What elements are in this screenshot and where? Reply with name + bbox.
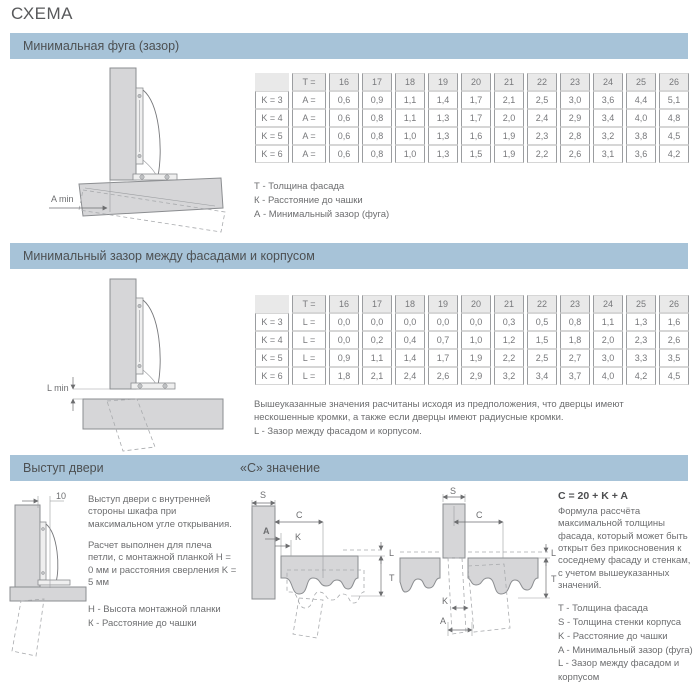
table-cell: 1,7 [461, 109, 491, 127]
table-cell: 2,0 [494, 109, 524, 127]
table-cell: 2,5 [527, 91, 557, 109]
table-cell: K = 6 [255, 145, 289, 163]
table-cell: K = 3 [255, 313, 289, 331]
table-cell: 4,2 [626, 367, 656, 385]
left-paragraph-2: Расчет выполнен для плеча петли, с монтажной планкой H = 0 мм и расстояния сверления K = 5 мм [88, 540, 237, 589]
table-cell: 3,2 [494, 367, 524, 385]
table-cell: 2,6 [560, 145, 590, 163]
table-cell: 1,6 [659, 313, 689, 331]
section3-right-legend [558, 602, 696, 685]
section3-right-text [558, 490, 696, 685]
table-cell: 1,4 [395, 349, 425, 367]
table-cell: 1,7 [428, 349, 458, 367]
section2-header-bar [10, 243, 688, 269]
table-cell: 3,7 [560, 367, 590, 385]
table-cell: 16 [329, 73, 359, 91]
table-cell: 1,1 [395, 91, 425, 109]
table-cell: 0,2 [362, 331, 392, 349]
section3-title-left: Выступ двери [23, 461, 104, 475]
section3-title-right: «С» значение [240, 461, 321, 475]
table-cell: 2,3 [626, 331, 656, 349]
table-cell: 20 [461, 73, 491, 91]
text-line: A - Минимальный зазор (фуга) [558, 644, 693, 656]
table-cell: 0,8 [560, 313, 590, 331]
table-cell: 16 [329, 295, 359, 313]
table-cell: 23 [560, 73, 590, 91]
table-cell: 22 [527, 295, 557, 313]
table-cell: 2,7 [560, 349, 590, 367]
table-row [255, 331, 689, 349]
table-cell: 4,0 [593, 367, 623, 385]
table-cell: 4,8 [659, 109, 689, 127]
table-cell: K = 3 [255, 91, 289, 109]
table-cell: 4,5 [659, 367, 689, 385]
table-cell: 19 [428, 295, 458, 313]
table-cell: 2,9 [461, 367, 491, 385]
table-cell: 3,8 [626, 127, 656, 145]
table-cell: 0,0 [461, 313, 491, 331]
a-min-label: A min [51, 194, 74, 204]
table-cell: 2,9 [560, 109, 590, 127]
table-cell: 1,3 [626, 313, 656, 331]
dim-c-label: C [296, 510, 303, 520]
table-cell: K = 4 [255, 331, 289, 349]
table-cell: 0,0 [362, 313, 392, 331]
table-cell: 17 [362, 295, 392, 313]
section1-title: Минимальная фуга (зазор) [23, 39, 180, 53]
table-row [255, 109, 689, 127]
table-cell: 3,4 [527, 367, 557, 385]
table-cell: 1,5 [461, 145, 491, 163]
dim-k-label-2: K [442, 596, 449, 606]
l-min-label: L min [47, 383, 69, 393]
text-line: K - Расстояние до чашки [558, 630, 668, 642]
table-cell: 0,8 [362, 145, 392, 163]
left-paragraph-1: Выступ двери с внутренней стороны шкафа при максимальном угле открывания. [88, 494, 232, 530]
text-line: К - Расстояние до чашки [254, 194, 363, 206]
table-cell: 3,0 [593, 349, 623, 367]
section1-table [252, 73, 692, 163]
text-line: А - Минимальный зазор (фуга) [254, 208, 390, 220]
text-line: T - Толщина фасада [558, 603, 649, 615]
table-cell: A = [292, 91, 326, 109]
table-cell: 0,9 [329, 349, 359, 367]
dim-s-label: S [260, 490, 267, 500]
table-cell: 20 [461, 295, 491, 313]
c-formula: C = 20 + K + A [558, 490, 628, 502]
table-cell: T = [292, 295, 326, 313]
table-cell: L = [292, 349, 326, 367]
table-cell: 0,0 [329, 313, 359, 331]
hinge-diagram-l-min [15, 273, 230, 453]
dim-c-label-2: C [476, 510, 483, 520]
table-cell: 23 [560, 295, 590, 313]
table-cell: 1,3 [428, 127, 458, 145]
table-cell [255, 73, 289, 91]
table-cell: 0,8 [362, 109, 392, 127]
dim-t-label-2: T [551, 574, 557, 584]
text-line: S - Толщина стенки корпуса [558, 617, 682, 629]
table-cell: 2,3 [527, 127, 557, 145]
table-cell: 0,6 [329, 109, 359, 127]
table-cell: 24 [593, 295, 623, 313]
table-cell: A = [292, 145, 326, 163]
table-cell: 1,2 [494, 331, 524, 349]
table-row [255, 91, 689, 109]
table-cell: 1,7 [461, 91, 491, 109]
table-cell: 3,1 [593, 145, 623, 163]
section1-legend [254, 180, 389, 221]
door-protrusion-diagram [8, 488, 88, 658]
table-cell: 3,4 [593, 109, 623, 127]
section1-header-bar [10, 33, 688, 59]
hinge-diagram-a-min [15, 60, 230, 236]
table-cell: 1,9 [461, 349, 491, 367]
table-cell: 1,9 [494, 127, 524, 145]
protrusion-dim-label: 10 [56, 491, 67, 501]
table-cell: K = 4 [255, 109, 289, 127]
table-cell: 3,2 [593, 127, 623, 145]
table-cell: 1,1 [362, 349, 392, 367]
table-cell: L = [292, 367, 326, 385]
table-cell: 2,0 [593, 331, 623, 349]
formula-description: Формула рассчёта максимальной толщины фасада, который может быть открыт без прикосновения к соседнему фасаду и стенкам, с учетом вышеуказанных значений. [558, 506, 691, 592]
table-row [255, 313, 689, 331]
table-cell: 3,0 [560, 91, 590, 109]
table-cell: 2,1 [494, 91, 524, 109]
text-line: Т - Толщина фасада [254, 181, 345, 192]
table-cell: 1,3 [428, 145, 458, 163]
table-cell: A = [292, 109, 326, 127]
dim-a-label-2: A [440, 616, 447, 626]
table-cell: 22 [527, 73, 557, 91]
section2-note2: L - Зазор между фасадом и корпусом. [254, 426, 422, 437]
table-cell: 3,3 [626, 349, 656, 367]
section2-title: Минимальный зазор между фасадами и корпусом [23, 249, 315, 263]
table-cell: 0,0 [428, 313, 458, 331]
table-cell: 26 [659, 73, 689, 91]
table-cell [255, 295, 289, 313]
table-cell: 1,9 [494, 145, 524, 163]
table-cell: 25 [626, 73, 656, 91]
table-cell: 1,3 [428, 109, 458, 127]
table-cell: 1,8 [560, 331, 590, 349]
table-row [255, 145, 689, 163]
section2-note1: Вышеуказанные значения расчитаны исходя из предположения, что дверцы имеют нескошенные кромки, а также если дверцы имеют радиусные кромки. [254, 399, 624, 423]
table-cell: 1,0 [395, 127, 425, 145]
table-cell: 1,8 [329, 367, 359, 385]
table-cell: 2,5 [527, 349, 557, 367]
dim-s-label-2: S [450, 486, 457, 496]
table-cell: 1,5 [527, 331, 557, 349]
table-cell: 21 [494, 73, 524, 91]
section3-left-text [88, 494, 238, 631]
table-header-row [255, 73, 689, 91]
table-cell: 0,5 [527, 313, 557, 331]
table-cell: 0,6 [329, 91, 359, 109]
table-cell: 4,0 [626, 109, 656, 127]
table-cell: 4,2 [659, 145, 689, 163]
table-cell: 3,6 [593, 91, 623, 109]
table-row [255, 367, 689, 385]
table-cell: 2,4 [395, 367, 425, 385]
table-cell: 1,0 [395, 145, 425, 163]
table-cell: K = 5 [255, 127, 289, 145]
table-cell: 2,6 [428, 367, 458, 385]
table-row [255, 127, 689, 145]
table-cell: 26 [659, 295, 689, 313]
table-cell: 3,6 [626, 145, 656, 163]
dim-l-label: L [389, 548, 395, 558]
c-value-diagram-wall [243, 486, 398, 658]
section3-header-bar [10, 455, 688, 481]
table-cell: 0,4 [395, 331, 425, 349]
table-cell: 21 [494, 295, 524, 313]
table-cell: 1,4 [428, 91, 458, 109]
table-cell: 25 [626, 295, 656, 313]
table-cell: 2,2 [494, 349, 524, 367]
table-cell: 24 [593, 73, 623, 91]
table-cell: 2,4 [527, 109, 557, 127]
table-cell: T = [292, 73, 326, 91]
table-header-row [255, 295, 689, 313]
table-cell: K = 6 [255, 367, 289, 385]
dim-l-label-2: L [551, 548, 557, 558]
table-cell: L = [292, 331, 326, 349]
table-cell: 0,7 [428, 331, 458, 349]
table-cell: 0,3 [494, 313, 524, 331]
table-cell: 1,0 [461, 331, 491, 349]
table-cell: 18 [395, 73, 425, 91]
table-cell: 2,8 [560, 127, 590, 145]
values-table [252, 295, 692, 385]
page-title: СХЕМА [11, 4, 73, 23]
text-line: H - Высота монтажной планки [88, 604, 221, 616]
table-cell: L = [292, 313, 326, 331]
table-cell: 1,1 [593, 313, 623, 331]
table-cell: 2,6 [659, 331, 689, 349]
dim-a-label: A [263, 526, 270, 536]
text-line: К - Расстояние до чашки [88, 618, 197, 630]
table-cell: 2,2 [527, 145, 557, 163]
section3-left-legend [88, 603, 238, 631]
table-cell: 17 [362, 73, 392, 91]
table-cell: 0,6 [329, 145, 359, 163]
text-line: L - Зазор между фасадом и корпусом [558, 658, 680, 684]
dim-k-label: K [295, 532, 302, 542]
table-cell: 4,4 [626, 91, 656, 109]
table-cell: 0,9 [362, 91, 392, 109]
table-cell: 18 [395, 295, 425, 313]
table-cell: 0,0 [329, 331, 359, 349]
table-cell: 5,1 [659, 91, 689, 109]
c-value-diagram-partition [398, 486, 558, 658]
section2-table [252, 295, 692, 385]
table-cell: 3,5 [659, 349, 689, 367]
table-cell: 0,6 [329, 127, 359, 145]
table-cell: 1,1 [395, 109, 425, 127]
table-cell: 0,0 [395, 313, 425, 331]
table-row [255, 349, 689, 367]
values-table [252, 73, 692, 163]
table-cell: A = [292, 127, 326, 145]
table-cell: 0,8 [362, 127, 392, 145]
table-cell: K = 5 [255, 349, 289, 367]
table-cell: 1,6 [461, 127, 491, 145]
table-cell: 4,5 [659, 127, 689, 145]
table-cell: 19 [428, 73, 458, 91]
dim-t-label: T [389, 573, 395, 583]
table-cell: 2,1 [362, 367, 392, 385]
